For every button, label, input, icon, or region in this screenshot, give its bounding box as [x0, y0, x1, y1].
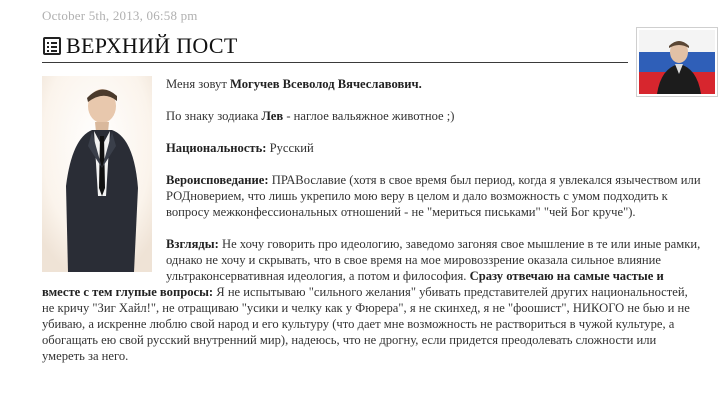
religion-bold: ПРАВославие	[268, 173, 347, 187]
nationality-value: Русский	[266, 141, 314, 155]
post-date: October 5th, 2013, 06:58 pm	[42, 8, 198, 23]
name-label: Меня зовут	[166, 77, 230, 91]
zodiac-prefix: По знаку зодиака	[166, 109, 262, 123]
post-title: ВЕРХНИЙ ПОСТ	[66, 33, 238, 58]
post-body	[42, 76, 702, 380]
nationality-label: Национальность:	[166, 141, 267, 155]
views-label: Взгляды:	[166, 237, 219, 251]
religion-label: Вероисповедание:	[166, 173, 269, 187]
zodiac-sign: Лев	[261, 109, 284, 123]
list-icon	[42, 36, 62, 56]
views-bold-2: Сразу отвечаю на самые частые и вместе с тем глупые вопросы:	[42, 269, 664, 299]
views-text-1: Не хочу говорить про идеологию, заведомо загоняя свое мышление в те или иные рамки, однако не хочу и скрывать, что в свое время на мое мировоззрение оказала сильное влияние ультраконсервативная идеология, а потом и философия.	[166, 237, 701, 283]
religion-text: (хотя в свое время был период, когда я увлекался язычеством или РОДноверием, что лишь укрепило мою веру в целом и дало возможность с умом подходить к вопросу межконфессиональных отношений - не "мериться письками" "чей Бог круче").	[166, 173, 701, 219]
post-title-row	[42, 30, 628, 63]
photo-spacer	[42, 76, 166, 272]
author-name: Могучев Всеволод Вячеславович.	[229, 77, 422, 91]
views-text-3: Я не испытываю "сильного желания" убивать представителей других национальностей, не кричу "Зиг Хайл!", не отращиваю "усики и челку как у Фюрера", я не скинхед, я не "фоошист", НИКОГО не бью и не убиваю, а искренне люблю свой народ и его культуру (что дает мне возможность не раствориться в чужой культуре, а обогащать ею свой русский внутренний мир), надеюсь, что не дрогну, если придется преодолевать сложности или умереть за него.	[42, 285, 690, 363]
zodiac-suffix: - наглое вальяжное животное ;)	[283, 109, 455, 123]
